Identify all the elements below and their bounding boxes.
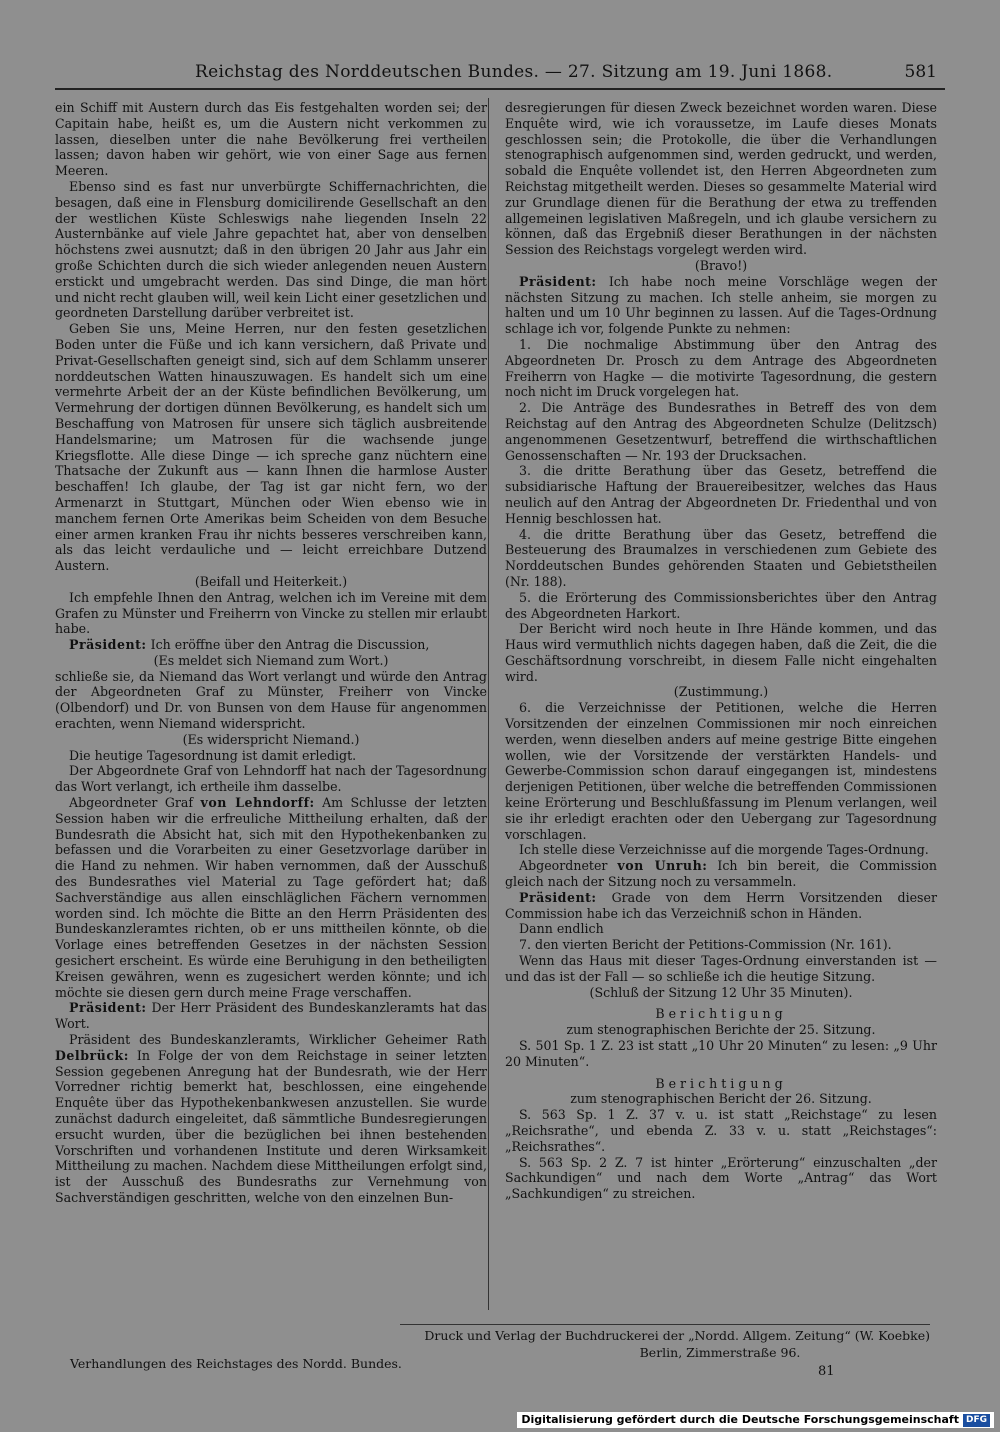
column-divider: [488, 98, 489, 1310]
paragraph: (Schluß der Sitzung 12 Uhr 35 Minuten).: [589, 984, 853, 1000]
paragraph: Wenn das Haus mit dieser Tages-Ordnung einverstanden ist — und das ist der Fall — so schließe ich die heutige Sitzung.: [505, 953, 937, 984]
paragraph: 7. den vierten Bericht der Petitions-Commission (Nr. 161).: [519, 937, 892, 953]
running-title: Reichstag des Norddeutschen Bundes. — 27. Sitzung am 19. Juni 1868.: [195, 62, 833, 82]
printer-line-1: Druck und Verlag der Buchdruckerei der „Nordd. Allgem. Zeitung“ (W. Koebke): [424, 1328, 930, 1343]
paragraph: 4. die dritte Berathung über das Gesetz, betreffend die Besteuerung des Braumalzes in verschiedenen zum Gebiete des Norddeutschen Bundes gehörenden Staaten und Gebietstheilen (Nr. 188).: [505, 526, 937, 589]
speaker-name: Präsident:: [519, 889, 597, 905]
paragraph: Dann endlich: [519, 921, 604, 937]
paragraph: (Bravo!): [694, 257, 748, 273]
paragraph: ein Schiff mit Austern durch das Eis festgehalten worden sei; der Capitain habe, heißt es, um die Austern nicht verkommen zu lassen, dieselben unter die nahe Bevölkerung frei vertheilen lassen; davon haben wir gehört, wie von einer Sage aus fernen Meeren.: [55, 100, 487, 179]
left-column: [55, 100, 487, 1206]
paragraph: (Es widerspricht Niemand.): [182, 731, 360, 747]
paragraph: S. 501 Sp. 1 Z. 23 ist statt „10 Uhr 20 Minuten“ zu lesen: „9 Uhr 20 Minuten“.: [505, 1038, 937, 1069]
paragraph: Ich stelle diese Verzeichnisse auf die morgende Tages-Ordnung.: [519, 842, 929, 858]
paragraph: Präsident: Grade von dem Herrn Vorsitzenden dieser Commission habe ich das Verzeichniß schon in Händen.: [505, 889, 937, 921]
paragraph: Abgeordneter von Unruh: Ich bin bereit, die Commission gleich nach der Sitzung noch zu versammeln.: [505, 858, 937, 890]
paragraph: 1. Die nochmalige Abstimmung über den Antrag des Abgeordneten Dr. Prosch zu dem Antrage des Abgeordneten Freiherrn von Hagke — die motivirte Tagesordnung, die gestern noch nicht im Druck vorgelegen hat.: [505, 336, 937, 400]
page-header: [55, 60, 945, 90]
paragraph: (Zustimmung.): [673, 684, 769, 700]
right-column: [505, 100, 937, 1202]
paragraph: Geben Sie uns, Meine Herren, nur den festen gesetzlichen Boden unter die Füße und ich kann versichern, daß Private und Privat-Gesellschaften geneigt sind, sich auf dem Schlamm unserer norddeutschen Watten hinauszuwagen. Es handelt sich um eine vermehrte Arbeit der an der Küste befindlichen Bevölkerung, um Vermehrung der dortigen dünnen Bevölkerung, es handelt sich um Beschaffung von Matrosen für unsere sich täglich ausbreitende Handelsmarine; um Matrosen für die wachsende junge Kriegsflotte. Alle diese Dinge — ich spreche ganz nüchtern eine Thatsache der Zukunft aus — kann Ihnen die harmlose Auster beschaffen! Ich glaube, der Tag ist gar nicht fern, wo der Armenarzt in Stuttgart, München oder Wien ebenso wie in manchem fernen Orte Amerikas beim Scheiden von dem Besuche einer armen kranken Frau ihr nichts besseres verschreiben kann, als das leicht verdauliche und — leicht erreichbare Dutzend Austern.: [55, 321, 487, 574]
paragraph: desregierungen für diesen Zweck bezeichnet worden waren. Diese Enquête wird, wie ich voraussetze, im Laufe dieses Monats geschlossen sein; die Protokolle, die über die Verhandlungen stenographisch aufgenommen sind, werden gedruckt, und werden, sobald die Enquête vollendet ist, den Herren Abgeordneten zum Reichstag mitgetheilt werden. Dieses so gesammelte Material wird zur Grundlage dienen für die Berathung der etwa zu treffenden allgemeinen legislativen Maßregeln, und ich glaube versichern zu können, daß das Ergebniß dieser Berathungen in der nächsten Session des Reichstags vorgelegt werden wird.: [505, 100, 937, 258]
signature-number: 81: [818, 1364, 835, 1379]
paragraph: schließe sie, da Niemand das Wort verlangt und würde den Antrag der Abgeordneten Graf zu Münster, Freiherr von Vincke (Olbendorf) und Dr. von Bunsen von dem Hause für angenommen erachten, wenn Niemand widerspricht.: [55, 668, 487, 732]
printer-imprint: [400, 1324, 930, 1361]
paragraph: 6. die Verzeichnisse der Petitionen, welche die Herren Vorsitzenden der einzelnen Commissionen mir noch einreichen werden, wenn dieselben anders auf meine gestrige Bitte eingehen wollen, wie der Vorsitzende der verstärkten Handels- und Gewerbe-Commission schon darauf eingegangen ist, mindestens derjenigen Petitionen, über welche die betreffenden Commissionen keine Erörterung und Beschlußfassung im Plenum verlangen, weil sie ihr erledigt erachten oder den Uebergang zur Tagesordnung vorschlagen.: [505, 700, 937, 842]
paragraph: Präsident: Ich eröffne über den Antrag die Discussion,: [69, 637, 430, 653]
paragraph: Der Abgeordnete Graf von Lehndorff hat nach der Tagesordnung das Wort verlangt, ich ertheile ihm dasselbe.: [55, 763, 487, 795]
printer-line-2: Berlin, Zimmerstraße 96.: [639, 1345, 801, 1360]
paragraph: Präsident: Der Herr Präsident des Bundeskanzleramts hat das Wort.: [55, 1000, 487, 1032]
paragraph: Abgeordneter Graf von Lehndorff: Am Schlusse der letzten Session haben wir die erfreuliche Mittheilung erhalten, daß der Bundesrath die Absicht hat, sich mit den Hypothekenbanken zu befassen und die Vorarbeiten zu einer Gesetzvorlage darüber in die Hand zu nehmen. Wir haben vernommen, daß der Ausschuß des Bundesrathes viel Material zu Tage gefördert hat; daß Sachverständige aus allen einschläglichen Fächern vernommen worden sind. Ich möchte die Bitte an den Herrn Präsidenten des Bundeskanzleramtes richten, ob er uns mittheilen könnte, ob die Vorlage eines betreffenden Gesetzes in der nächsten Session gesichert erscheint. Es würde eine Beruhigung in den betheiligten Kreisen gewähren, wenn es zugesichert werden könnte; und ich möchte sie diesen gern durch meine Frage verschaffen.: [55, 795, 487, 1000]
speaker-name: Präsident:: [69, 637, 147, 653]
page-number: 581: [904, 62, 937, 82]
paragraph: Ebenso sind es fast nur unverbürgte Schiffernachrichten, die besagen, daß eine in Flensburg domicilirende Gesellschaft an den der westlichen Küste Schleswigs nahe liegenden Inseln 22 Austernbänke auf viele Jahre gepachtet hat, aber von denselben höchstens zwei ausnutzt; daß in den übrigen 20 Jahr aus Jahr ein große Schichten durch die sich wieder anlegenden neuen Austern erstickt und umgebracht werden. Das sind Dinge, die man hört und nicht recht glauben will, weil kein Licht einer gesetzlichen und geordneten Darstellung darüber verbreitet ist.: [55, 178, 487, 321]
paragraph: S. 563 Sp. 2 Z. 7 ist hinter „Erörterung“ einzuschalten „der Sachkundigen“ und nach dem Worte „Antrag“ das Wort „Sachkundigen“ zu streichen.: [505, 1154, 937, 1202]
speaker-name: von Unruh:: [617, 858, 708, 874]
paragraph: Berichtigung: [655, 1075, 787, 1091]
dfg-text: Digitalisierung gefördert durch die Deutsche Forschungsgemeinschaft: [521, 1413, 959, 1426]
paragraph: 3. die dritte Berathung über das Gesetz, betreffend die subsidiarische Haftung der Brauereibesitzer, welches das Haus neulich auf den Antrag der Abgeordneten Dr. Friedenthal und von Hennig beschlossen hat.: [505, 463, 937, 526]
footer-note: Verhandlungen des Reichstages des Nordd. Bundes.: [70, 1356, 402, 1371]
paragraph: Berichtigung: [655, 1006, 787, 1022]
paragraph: Der Bericht wird noch heute in Ihre Hände kommen, und das Haus wird vermuthlich nichts dagegen haben, daß die Zeit, die die Geschäftsordnung vorschreibt, in diesem Falle nicht eingehalten wird.: [505, 621, 937, 684]
paragraph: Präsident: Ich habe noch meine Vorschläge wegen der nächsten Sitzung zu machen. Ich stelle anheim, sie morgen zu halten und um 10 Uhr beginnen zu lassen. Auf die Tages-Ordnung schlage ich vor, folgende Punkte zu nehmen:: [505, 273, 937, 337]
paragraph: S. 563 Sp. 1 Z. 37 v. u. ist statt „Reichstage“ zu lesen „Reichsrathe“, und ebenda Z. 33 v. u. statt „Reichstages“: „Reichsrathes“.: [505, 1107, 937, 1154]
speaker-name: Präsident:: [69, 1000, 147, 1016]
paragraph: Präsident des Bundeskanzleramts, Wirklicher Geheimer Rath Delbrück: In Folge der von dem Reichstage in seiner letzten Session gegebenen Anregung hat der Bundesrath, wie der Herr Vorredner richtig bemerkt hat, beschlossen, eine eingehende Enquête über das Hypothekenbankwesen anzustellen. Sie wurde zunächst dadurch eingeleitet, daß sämmtliche Bundesregierungen ersucht wurden, über die bezüglichen bei ihnen bestehenden Vorschriften und vorhandenen Institute und deren Wirksamkeit Mittheilung zu machen. Nachdem diese Mittheilungen erfolgt sind, ist der Ausschuß des Bundesraths zur Vernehmung von Sachverständigen geschritten, welche von den einzelnen Bun-: [55, 1032, 487, 1205]
speaker-name: Präsident:: [519, 273, 597, 289]
dfg-logo-icon: DFG: [963, 1414, 990, 1427]
paragraph: Ich empfehle Ihnen den Antrag, welchen ich im Vereine mit dem Grafen zu Münster und Freiherrn von Vincke zu stellen mir erlaubt habe.: [55, 589, 487, 637]
speaker-name: Delbrück:: [55, 1047, 129, 1063]
speaker-name: von Lehndorff:: [200, 795, 315, 811]
paragraph: 2. Die Anträge des Bundesrathes in Betreff des von dem Reichstag auf den Antrag des Abgeordneten Schulze (Delitzsch) angenommenen Gesetzentwurf, betreffend die wirthschaftlichen Genossenschaften — Nr. 193 der Drucksachen.: [505, 400, 937, 463]
paragraph: (Beifall und Heiterkeit.): [194, 573, 348, 589]
dfg-credit: [517, 1412, 994, 1428]
paragraph: (Es meldet sich Niemand zum Wort.): [153, 652, 389, 668]
paragraph: 5. die Erörterung des Commissionsberichtes über den Antrag des Abgeordneten Harkort.: [505, 589, 937, 621]
paragraph: zum stenographischen Berichte der 25. Sitzung.: [566, 1022, 876, 1038]
paragraph: zum stenographischen Bericht der 26. Sitzung.: [570, 1091, 872, 1107]
paragraph: Die heutige Tagesordnung ist damit erledigt.: [69, 747, 357, 763]
